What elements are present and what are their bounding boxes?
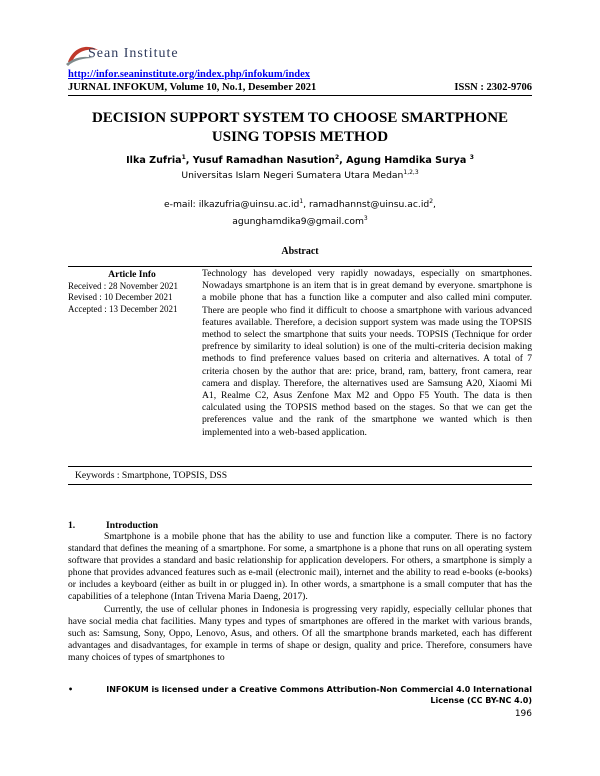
abstract-text: Technology has developed very rapidly nowadays, especially on smartphones. Nowadays smartphone is an item that is in great demand by everyone. smartphone is a mobile phone that has a function like a computer and also called mini computer. There are people who find it difficult to choose a smartphone with various advanced features available. Therefore, a decision support system was made using the TOPSIS method to select the smartphone that suits your needs. TOPSIS (Technique for order prefrence by similarity to ideal solution) is one of the multi-criteria decision making methods to find preference values based on criteria and alternatives. A total of 7 criteria chosen by the author that are: price, brand, ram, battery, front camera, rear camera and display. Therefore, the alternatives used are Samsung A20, Xiaomi Mi A1, Realme C2, Asus Zenfone Max M2 and Oppo F5 Youth. The data is then calculated using the TOPSIS method based on the stages. So that we can get the preferences value and the rank of the smartphone we wanted which is then implemented into a web-based application. — [202, 268, 532, 438]
article-info — [68, 269, 196, 315]
abstract-heading: Abstract — [281, 246, 319, 257]
license-text: INFOKUM is licensed under a Creative Commons Attribution-Non Commercial 4.0 International License (CC BY-NC 4.0) — [106, 685, 532, 705]
abstract-mid-rule — [68, 466, 532, 467]
bullet-icon: • — [68, 685, 74, 694]
email-link[interactable]: agunghamdika9@gmail.com — [232, 216, 364, 228]
email-link[interactable]: ramadhannst@uinsu.ac.id — [309, 199, 430, 211]
journal-issn: ISSN : 2302-9706 — [454, 82, 532, 93]
publisher-logo-text: Sean Institute — [88, 46, 179, 61]
paper-title: DECISION SUPPORT SYSTEM TO CHOOSE SMARTPHONE USING TOPSIS METHOD — [91, 110, 509, 145]
abstract-top-rule — [68, 266, 532, 267]
journal-header-line — [68, 82, 532, 96]
author-list: Ilka Zufria$^1$, Yusuf Ramadhan Nasution$^2$, Agung Hamdika Surya $^3$ — [126, 154, 474, 167]
author-name: Ilka Zufria — [126, 155, 182, 167]
author-emails: e-mail: $ilkazufria@uinsu.ac.id^1$, $ramadhannst@uinsu.ac.id^2$, agunghamdika9@gmail.com$^3$ — [164, 198, 436, 228]
author-name: Yusuf Ramadhan Nasution — [192, 155, 335, 167]
abstract-bottom-rule — [68, 484, 532, 485]
section-number: 1. — [68, 520, 76, 531]
accepted-date: Accepted : 13 December 2021 — [68, 303, 178, 314]
received-date: Received : 28 November 2021 — [68, 280, 178, 291]
journal-url-link[interactable]: http://infor.seaninstitute.org/index.php/infokum/index — [68, 69, 311, 80]
page-number: 196 — [514, 709, 532, 719]
article-info-heading: Article Info — [108, 269, 156, 280]
introduction-body — [68, 531, 532, 664]
publisher-logo — [64, 40, 204, 70]
journal-citation: JURNAL INFOKUM, Volume 10, No.1, Desember 2021 — [68, 82, 317, 93]
author-name: Agung Hamdika Surya — [346, 155, 467, 167]
paragraph: Smartphone is a mobile phone that has the ability to use and function like a computer. There is no factory standard that defines the meaning of a smartphone. For some, a smartphone is a phone that runs on all operating system software that provides a standard and basic relationship for application developers. For others, a smartphone is simply a phone that provides advanced features such as e-mail (electronic mail), internet and the ability to read e-books (e-books) or includes a keyboard (either as built in or plugged in). In other words, a smartphone is a small computer that has the capabilities of a telephone (Intan Trivena Maria Daeng, 2017). — [68, 531, 532, 603]
keywords: Keywords : Smartphone, TOPSIS, DSS — [75, 470, 228, 481]
affiliation: Universitas Islam Negeri Sumatera Utara Medan$^{1,2,3}$ — [181, 169, 419, 182]
section-title: Introduction — [106, 520, 159, 531]
paragraph: Currently, the use of cellular phones in Indonesia is progressing very rapidly, especially cellular phones that have social media chat facilities. Many types and types of smartphones are offered in the market with various brands, such as: Samsung, Sony, Oppo, Lenovo, Asus, and others. Of all the smartphone brands marketed, each has different advantages and disadvantages, for example in terms of shape or design, quality and price. Therefore, consumers have many choices of types of smartphones to — [68, 603, 532, 663]
revised-date: Revised : 10 December 2021 — [68, 292, 173, 302]
email-link[interactable]: ilkazufria@uinsu.ac.id — [198, 199, 300, 211]
